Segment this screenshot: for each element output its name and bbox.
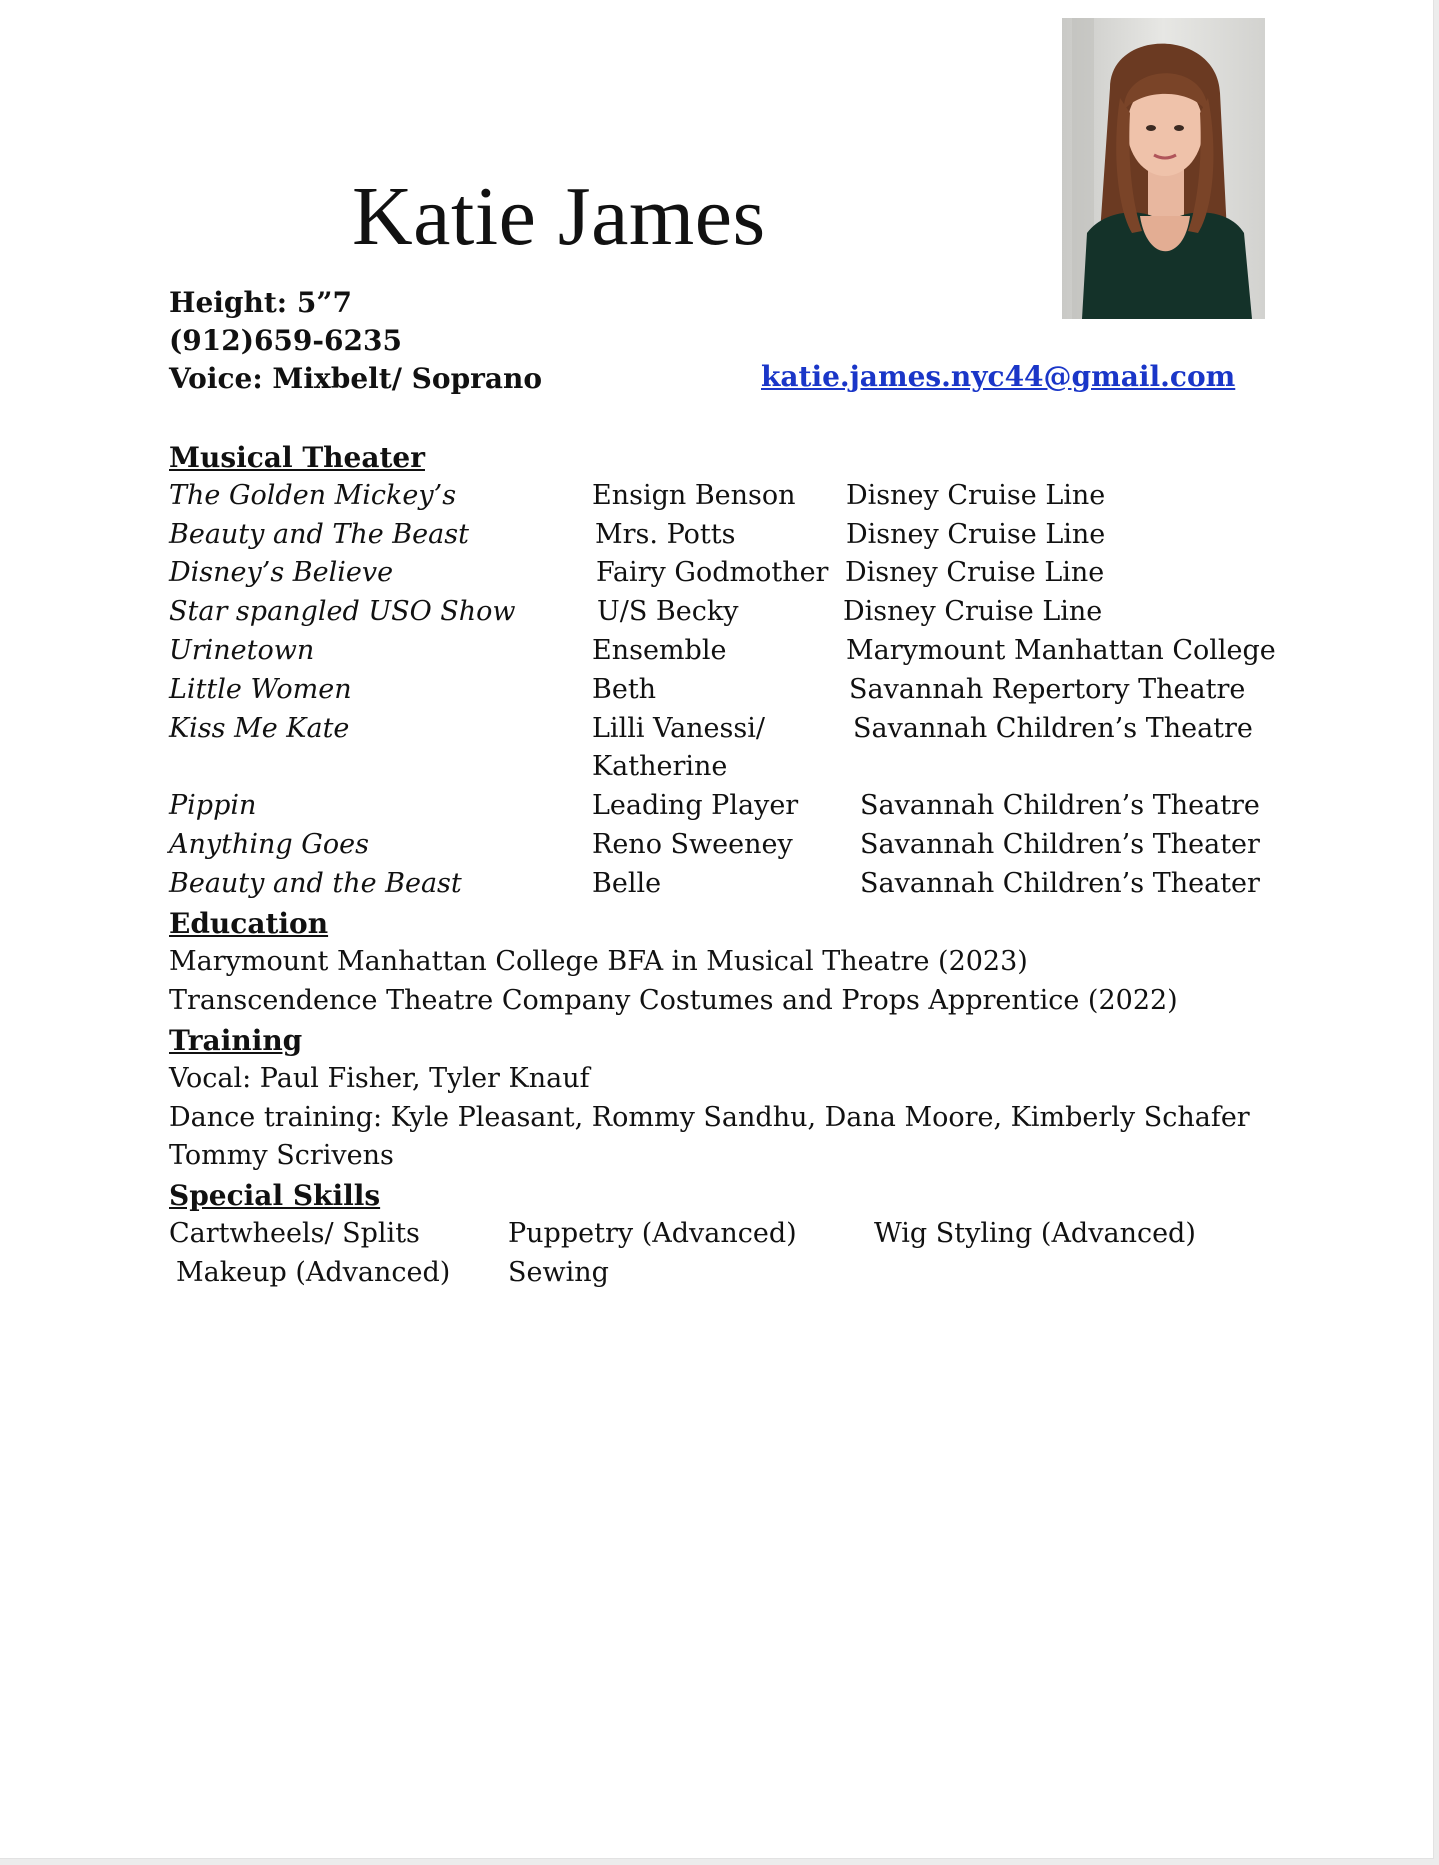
credit-role: Leading Player [592, 790, 799, 821]
education-line: Transcendence Theatre Company Costumes and Props Apprentice (2022) [169, 985, 1178, 1016]
skill-item: Sewing [508, 1257, 609, 1288]
credit-role: Lilli Vanessi/ [592, 713, 765, 744]
skill-item: Puppetry (Advanced) [508, 1218, 797, 1249]
section-heading-musical-theater: Musical Theater [169, 441, 425, 474]
phone-number: (912)659-6235 [169, 324, 402, 357]
headshot-illustration [1062, 18, 1265, 319]
skill-item: Wig Styling (Advanced) [874, 1218, 1196, 1249]
credit-role: Reno Sweeney [592, 829, 793, 860]
credit-role: Ensemble [592, 635, 727, 666]
credit-company: Savannah Children’s Theater [860, 829, 1260, 860]
credit-show: Little Women [169, 674, 352, 705]
skill-item: Makeup (Advanced) [176, 1257, 451, 1288]
credit-company: Marymount Manhattan College [846, 635, 1276, 666]
credit-role: Ensign Benson [592, 480, 796, 511]
credit-company: Savannah Repertory Theatre [849, 674, 1246, 705]
credit-show: Star spangled USO Show [169, 596, 516, 627]
credit-role: Belle [592, 868, 662, 899]
credit-company: Disney Cruise Line [846, 480, 1106, 511]
credit-company: Disney Cruise Line [845, 557, 1105, 588]
credit-company: Disney Cruise Line [846, 519, 1106, 550]
credit-show: Kiss Me Kate [169, 713, 350, 744]
credit-show: Urinetown [169, 635, 315, 666]
credit-role: U/S Becky [597, 596, 739, 627]
section-heading-special-skills: Special Skills [169, 1179, 381, 1212]
credit-company: Savannah Children’s Theatre [853, 713, 1253, 744]
credit-role: Fairy Godmother [596, 557, 829, 588]
credit-company: Disney Cruise Line [843, 596, 1103, 627]
credit-show: Disney’s Believe [169, 557, 394, 588]
credit-role: Mrs. Potts [595, 519, 736, 550]
headshot-photo [1062, 18, 1265, 319]
height-info: Height: 5”7 [169, 286, 352, 319]
voice-type: Voice: Mixbelt/ Soprano [169, 362, 543, 395]
credit-show: Beauty and the Beast [169, 868, 462, 899]
credit-show: Pippin [169, 790, 257, 821]
credit-company: Savannah Children’s Theater [860, 868, 1260, 899]
section-heading-training: Training [169, 1024, 303, 1057]
training-line: Vocal: Paul Fisher, Tyler Knauf [169, 1063, 590, 1094]
credit-role-continued: Katherine [592, 751, 728, 782]
skill-item: Cartwheels/ Splits [169, 1218, 420, 1249]
section-heading-education: Education [169, 907, 329, 940]
email-link[interactable]: katie.james.nyc44@gmail.com [761, 360, 1236, 393]
education-line: Marymount Manhattan College BFA in Musical Theatre (2023) [169, 946, 1028, 977]
candidate-name: Katie James [352, 170, 766, 263]
credit-role: Beth [592, 674, 657, 705]
credit-show: Beauty and The Beast [169, 519, 469, 550]
training-line: Tommy Scrivens [169, 1140, 394, 1171]
training-line: Dance training: Kyle Pleasant, Rommy Sandhu, Dana Moore, Kimberly Schafer [169, 1102, 1250, 1133]
credit-show: The Golden Mickey’s [169, 480, 457, 511]
credit-company: Savannah Children’s Theatre [860, 790, 1260, 821]
credit-show: Anything Goes [169, 829, 369, 860]
